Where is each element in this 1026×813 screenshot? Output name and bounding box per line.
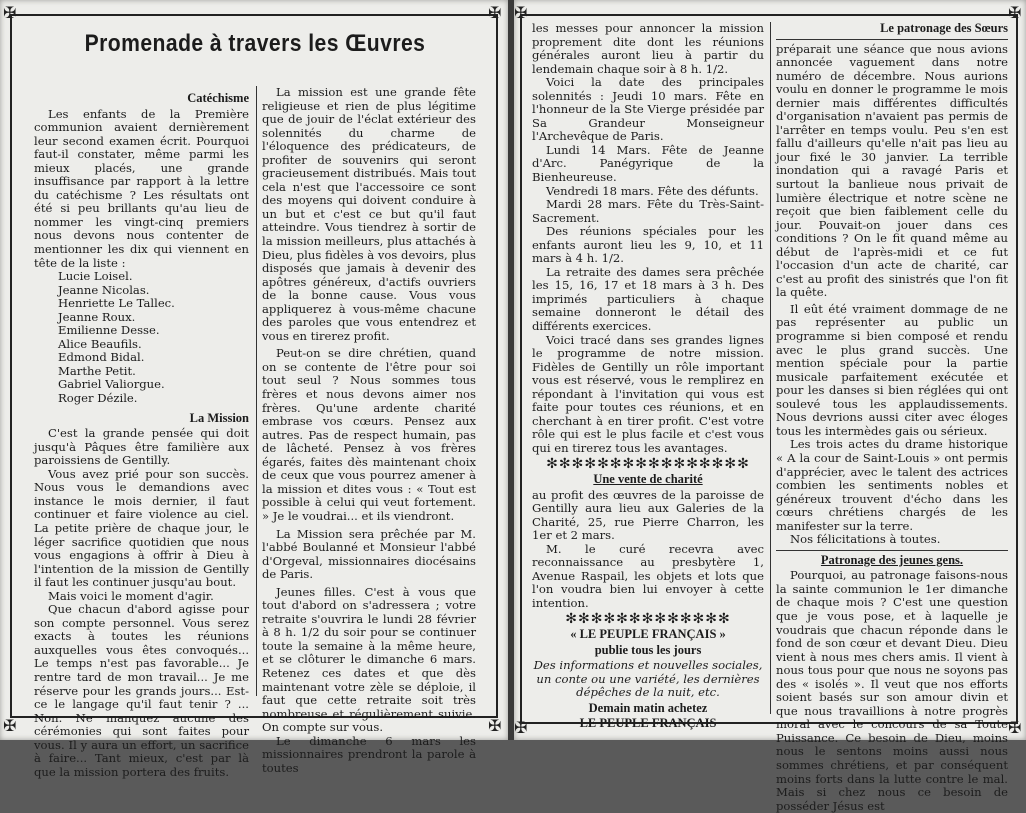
paragraph: Le dimanche 6 mars les missionnaires prendront la parole à toutes [262, 733, 476, 775]
list-item: Edmond Bidal. [58, 350, 145, 365]
advert-text: Des informations et nouvelles sociales, un conte ou une variété, les dernières dépêches de la nuit, etc. [533, 658, 763, 700]
paragraph: Pourquoi, au patronage faisons-nous la sainte communion le 1er dimanche de chaque mois ? C'est une question que je vous pose, et à laquelle je voudrais que chacun réponde dans le fond de son cœur et devant Dieu. Dieu vient à nous mes chers amis. Il vient à nous tous pour que nous ne soyons pas des « isolés ». Il veut que nos efforts soient basés sur son amour divin et que nous travaillions à notre progrès moral avec le concours de sa Toute Puissance. Ce besoin de Dieu, moins nous le sentons moins aussi nous sommes chrétiens, et par conséquent moins forts dans la lutte contre le mal. Mais si chez nous ce besoin de posséder Jésus est [776, 568, 1008, 813]
advert-cta: Demain matin achetez [588, 700, 708, 715]
paragraph: La mission est une grande fête religieuse et rien de plus légitime que de jouir de l'éclat extérieur des solennités du charme de l'éloquence des prédicateurs, de profiter de souvenirs qui seront gracieusement distribués. Mais tout cela n'est que l'accessoire ce sont des moyens qui doivent conduire à un but et c'est ce but qu'il faut atteindre. Vous tiendrez à sortir de la mission meilleurs, plus attachés à Dieu, plus fidèles à vos devoirs, plus disposés que jamais à devenir des apôtres généreux, d'actifs ouvriers de la bonne cause. Vous vous appliquerez à vous-même chacune des paroles que vous entendrez et vous en tirerez profit. [262, 85, 476, 343]
paragraph: Voici la date des principales solennités : Jeudi 10 mars. Fête en l'honneur de la Ste Vierge présidée par Sa Grandeur Monseigneur l'Archevêque de Paris. [532, 75, 764, 144]
paragraph: Des réunions spéciales pour les enfants auront lieu les 9, 10, et 11 mars à 4 h. 1/2. [532, 224, 764, 266]
list-item: Henriette Le Tallec. [58, 296, 175, 311]
section-heading-catechisme: Catéchisme [187, 91, 249, 105]
advert-cta: LE PEUPLE FRANÇAIS [579, 716, 717, 731]
heading-rule [776, 550, 1008, 551]
article-column-right [776, 21, 1008, 813]
name-list [34, 270, 249, 405]
paragraph: Les trois actes du drame historique « A la cour de Saint-Louis » ont permis d'apprécier, avec le talent des actrices combien les sentiments nobles et généreux trouvent d'écho dans les cœurs chrétiens chargés de les manifester sur la terre. [776, 437, 1008, 533]
list-item: Jeanne Nicolas. [58, 282, 150, 297]
list-item: Gabriel Valiorgue. [58, 377, 165, 392]
paragraph: Mardi 28 mars. Fête du Très-Saint-Sacrement. [532, 197, 764, 225]
list-item: Emilienne Desse. [58, 323, 160, 338]
list-item: Jeanne Roux. [58, 309, 136, 324]
column-divider [256, 86, 257, 696]
section-heading-jeunes-gens: Patronage des jeunes gens. [820, 552, 964, 567]
paragraph: Peut-on se dire chrétien, quand on se contente de l'être pour soi tout seul ? Nous sommes tous frères et nous devons aimer nos frères. Qu'une ardente charité embrase vos cœurs. Pensez aux autres. Pas de respect humain, pas de lâcheté. Pensez à vos frères égarés, faites dès maintenant choix de ceux que vous pourrez amener à la mission et dites vous : « Tout est possible à celui qui veut fortement. » Je le voudrai... et ils viendront. [262, 346, 476, 523]
article-column-left [34, 86, 249, 779]
paragraph: Mais voici le moment d'agir. [48, 588, 214, 603]
corner-ornament-icon: ✠ [514, 3, 528, 22]
paragraph: Vendredi 18 mars. Fête des défunts. [546, 183, 759, 198]
list-item: Marthe Petit. [58, 363, 136, 378]
paragraph: Il eût été vraiment dommage de ne pas représenter au public un programme si bien composé et rendu avec le plus grand succès. Une mention spéciale pour la partie musicale parfaitement exécutée et pour les danses si bien réglées qui ont soulevé tous les applaudissements. Nous devrions aussi citer avec éloges tous les intermèdes gais ou sérieux. [776, 301, 1008, 438]
paragraph: Lundi 14 Mars. Fête de Jeanne d'Arc. Panégyrique de la Bienheureuse. [532, 142, 764, 185]
advert-title: « LE PEUPLE FRANÇAIS » [570, 627, 726, 642]
paragraph: préparait une séance que nous avions annoncée vaguement dans notre numéro de décembre. Nous aurions voulu en donner le programme le mois dernier mais différentes difficultés d'organisation n'avaient pas permis de l'arrêter en temps voulu. Peu s'en est fallu d'ailleurs qu'elle n'ait pas lieu au jour fixé le 30 janvier. La terrible inondation qui a ravagé Paris et surtout la banlieue nous privait de lumière électrique et notre scène ne reçoit que bien faiblement celle du jour. Pouvait-on jouer dans ces conditions ? On le fit quand même au début de l'après-midi et ce fut l'occasion d'un acte de charité, car c'est au profit des sinistrés que l'on fit la quête. [776, 41, 1008, 300]
corner-ornament-icon: ✠ [488, 3, 502, 22]
left-page [0, 0, 508, 779]
section-heading-vente: Une vente de charité [593, 472, 703, 487]
paragraph: Jeunes filles. C'est à vous que tout d'abord on s'adressera ; votre retraite s'ouvrira le lundi 28 février à 8 h. 1/2 du soir pour se continuer toute la semaine à la même heure, et se clôturer le dimanche 6 mars. Retenez ces dates et que dès maintenant votre zèle se déploie, il faut que cette retraite soit très nombreuse et régulièrement suivie. On compte sur vous. [262, 584, 476, 735]
list-item: Alice Beaufils. [58, 336, 142, 351]
star-separator: ✻✻✻✻✻✻✻✻✻✻✻✻✻✻✻✻ [546, 455, 750, 472]
article-column-left [532, 21, 764, 731]
list-item: Roger Dézile. [58, 391, 138, 406]
corner-ornament-icon: ✠ [1008, 3, 1022, 22]
paragraph: au profit des œuvres de la paroisse de Gentilly aura lieu aux Galeries de la Charité, 25, rue Pierre Charron, les 1er et 2 mars. [532, 487, 764, 543]
paragraph: La retraite des dames sera prêchée les 15, 16, 17 et 18 mars à 3 h. Des imprimés particuliers à chaque semaine donneront le détail des différents exercices. [532, 264, 764, 334]
list-item: Lucie Loisel. [58, 269, 133, 284]
paragraph: Vous avez prié pour son succès. Nous vous le demandions avec instance le mois dernier, il faut continuer et faire violence au ciel. La petite prière de chaque jour, le léger sacrifice quotidien que nous vous engagions à offrir à Dieu à l'intention de la mission de Gentilly il faut les continuer jusqu'au bout. [34, 466, 249, 590]
corner-ornament-icon: ✠ [3, 3, 17, 22]
right-page [514, 0, 1026, 813]
paragraph: Voici tracé dans ses grandes lignes le programme de notre mission. Fidèles de Gentilly un rôle important vous est réservé, vous le remplirez en répondant à l'invitation qui vous est faite pour toutes ces réunions, et en cherchant à en tirer profit. C'est votre rôle qui est le plus facile et c'est vous qui en tirerez tous les avantages. [532, 332, 764, 455]
section-heading-mission: La Mission [189, 410, 249, 425]
advert-subtitle: publie tous les jours [594, 642, 702, 657]
corner-ornament-icon: ✠ [488, 716, 502, 735]
corner-ornament-icon: ✠ [514, 718, 528, 737]
corner-ornament-icon: ✠ [3, 716, 17, 735]
article-column-right [262, 85, 476, 775]
paragraph: M. le curé recevra avec reconnaissance au presbytère 1, Avenue Raspail, les objets et lots que l'on voudra bien lui envoyer à cette intention. [532, 541, 764, 610]
paragraph: La Mission sera prêchée par M. l'abbé Boulanné et Monsieur l'abbé d'Orgeval, missionnaires diocésains de Paris. [262, 526, 476, 582]
paragraph: Nos félicitations à toutes. [790, 532, 941, 547]
corner-ornament-icon: ✠ [1008, 718, 1022, 737]
page-title: Promenade à travers les Œuvres [84, 30, 426, 57]
paragraph: les messes pour annoncer la mission proprement dite dont les réunions générales auront lieu à partir du lendemain chaque soir à 8 h. 1/2. [532, 21, 764, 76]
paragraph: C'est la grande pensée qui doit jusqu'à Pâques être familière aux paroissiens de Gentilly. [34, 426, 249, 468]
heading-rule [776, 39, 1008, 40]
column-divider [770, 22, 771, 714]
paragraph: Que chacun d'abord agisse pour son compte personnel. Vous serez exacts à toutes les réunions auxquelles vous êtes convoqués... Le temps n'est pas favorable... Je rentre tard de mon travail... Je me réserve pour les grands jours... Est-ce le langage qu'il faut tenir ? ... Non. Ne manquez aucune des cérémonies qui sont faites pour vous. Il y aura un effort, un sacrifice à faire... Tant mieux, c'est par là que la mission portera des fruits. [34, 602, 249, 779]
section-heading-patronage-soeurs: Le patronage des Sœurs [880, 21, 1008, 35]
star-separator: ✻✻✻✻✻✻✻✻✻✻✻✻✻ [565, 610, 731, 627]
paragraph: Les enfants de la Première communion avaient dernièrement leur second examen écrit. Pourquoi faut-il constater, même parmi les mieux placés, une grande insuffisance par rapport à la lettre du catéchisme ? Les résultats ont été si peu brillants qu'au lieu de nommer les vingt-cinq premiers nous devons nous contenter de mentionner les dix qui viennent en tête de la liste : [34, 106, 249, 270]
